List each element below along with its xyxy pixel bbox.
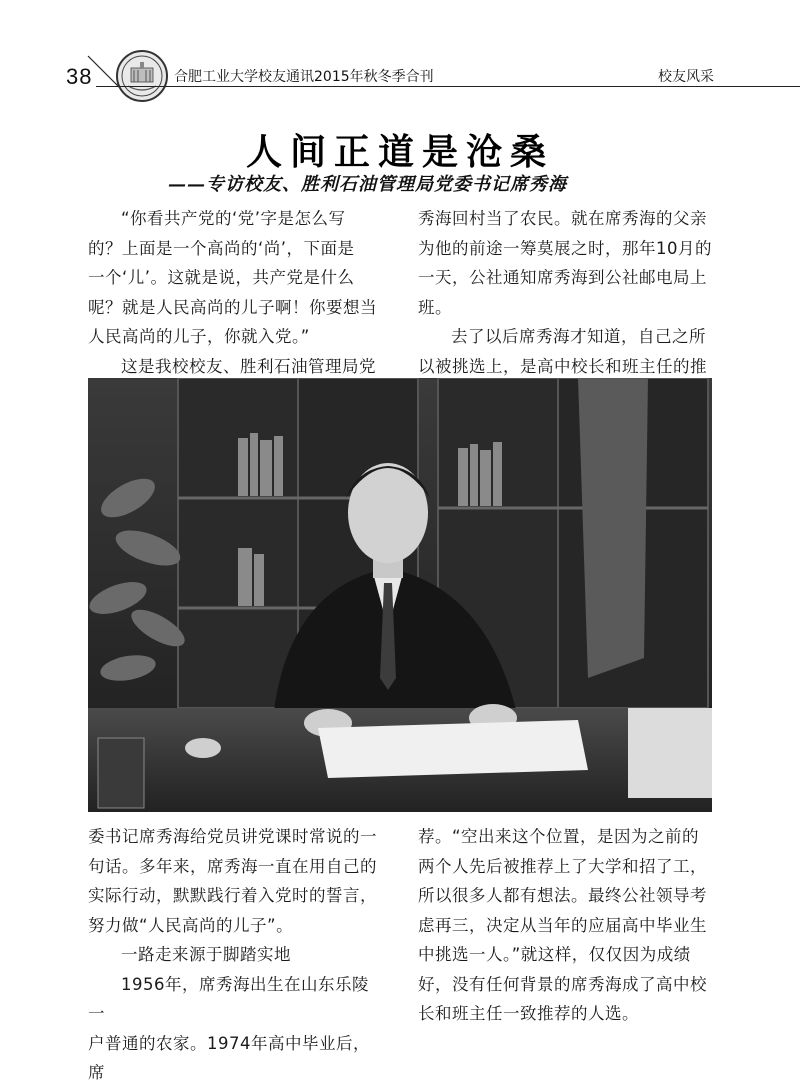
paragraph-line: 长和班主任一致推荐的人选。: [418, 1004, 639, 1023]
paragraph-line: 努力做“人民高尚的儿子”。: [88, 915, 294, 935]
paragraph-line: 为他的前途一筹莫展之时，那年10月的: [418, 238, 712, 258]
journal-title: 合肥工业大学校友通讯2015年秋冬季合刊: [174, 69, 434, 85]
university-emblem-icon: [116, 50, 168, 102]
column-top-left: [88, 204, 384, 381]
paragraph-line: 的？上面是一个高尚的‘尚’，下面是: [88, 238, 355, 258]
paragraph-line: 户普通的农家。1974年高中毕业后，席: [88, 1033, 370, 1082]
column-top-right: [418, 204, 714, 381]
page-number: 38: [66, 64, 93, 89]
paragraph-line: 委书记席秀海给党员讲党课时常说的一: [88, 827, 377, 846]
column-bottom-left: [88, 822, 384, 1088]
section-title: 校友风采: [658, 69, 714, 85]
paragraph-line: 所以很多人都有想法。最终公社领导考: [418, 886, 707, 905]
paragraph-line: 虑再三，决定从当年的应届高中毕业生: [418, 915, 707, 935]
paragraph-line: 好，没有任何背景的席秀海成了高中校: [418, 974, 707, 994]
paragraph-line: 班。: [418, 297, 452, 317]
paragraph-line: 秀海回村当了农民。就在席秀海的父亲: [418, 209, 707, 228]
article-subtitle: ——专访校友、胜利石油管理局党委书记席秀海: [168, 174, 567, 195]
portrait-photo: [88, 378, 712, 812]
paragraph-line: 呢？就是人民高尚的儿子啊！你要想当: [88, 297, 377, 317]
paragraph-line: 一个‘儿’。这就是说，共产党是什么: [88, 268, 355, 287]
paragraph-line: 1956年，席秀海出生在山东乐陵一: [88, 974, 369, 1023]
paragraph-line: 去了以后席秀海才知道，自己之所: [451, 327, 706, 346]
section-heading: 一路走来源于脚踏实地: [121, 945, 291, 964]
page-header: [0, 0, 800, 100]
paragraph-line: 实际行动，默默践行着入党时的誓言，: [88, 886, 377, 905]
paragraph-line: 荐。“空出来这个位置，是因为之前的: [418, 827, 700, 846]
paragraph-line: “你看共产党的‘党’字是怎么写: [121, 209, 346, 228]
paragraph-line: 一天，公社通知席秀海到公社邮电局上: [418, 268, 707, 287]
article-title: 人间正道是沧桑: [245, 131, 554, 173]
header-rule: [96, 86, 800, 87]
column-bottom-right: [418, 822, 714, 1029]
paragraph-line: 这是我校校友、胜利石油管理局党: [121, 356, 376, 376]
paragraph-line: 两个人先后被推荐上了大学和招了工，: [418, 856, 707, 876]
paragraph-line: 人民高尚的儿子，你就入党。”: [88, 327, 310, 346]
paragraph-line: 中挑选一人。”就这样，仅仅因为成绩: [418, 945, 691, 964]
paragraph-line: 句话。多年来，席秀海一直在用自己的: [88, 856, 377, 876]
paragraph-line: 以被挑选上，是高中校长和班主任的推: [418, 356, 707, 376]
